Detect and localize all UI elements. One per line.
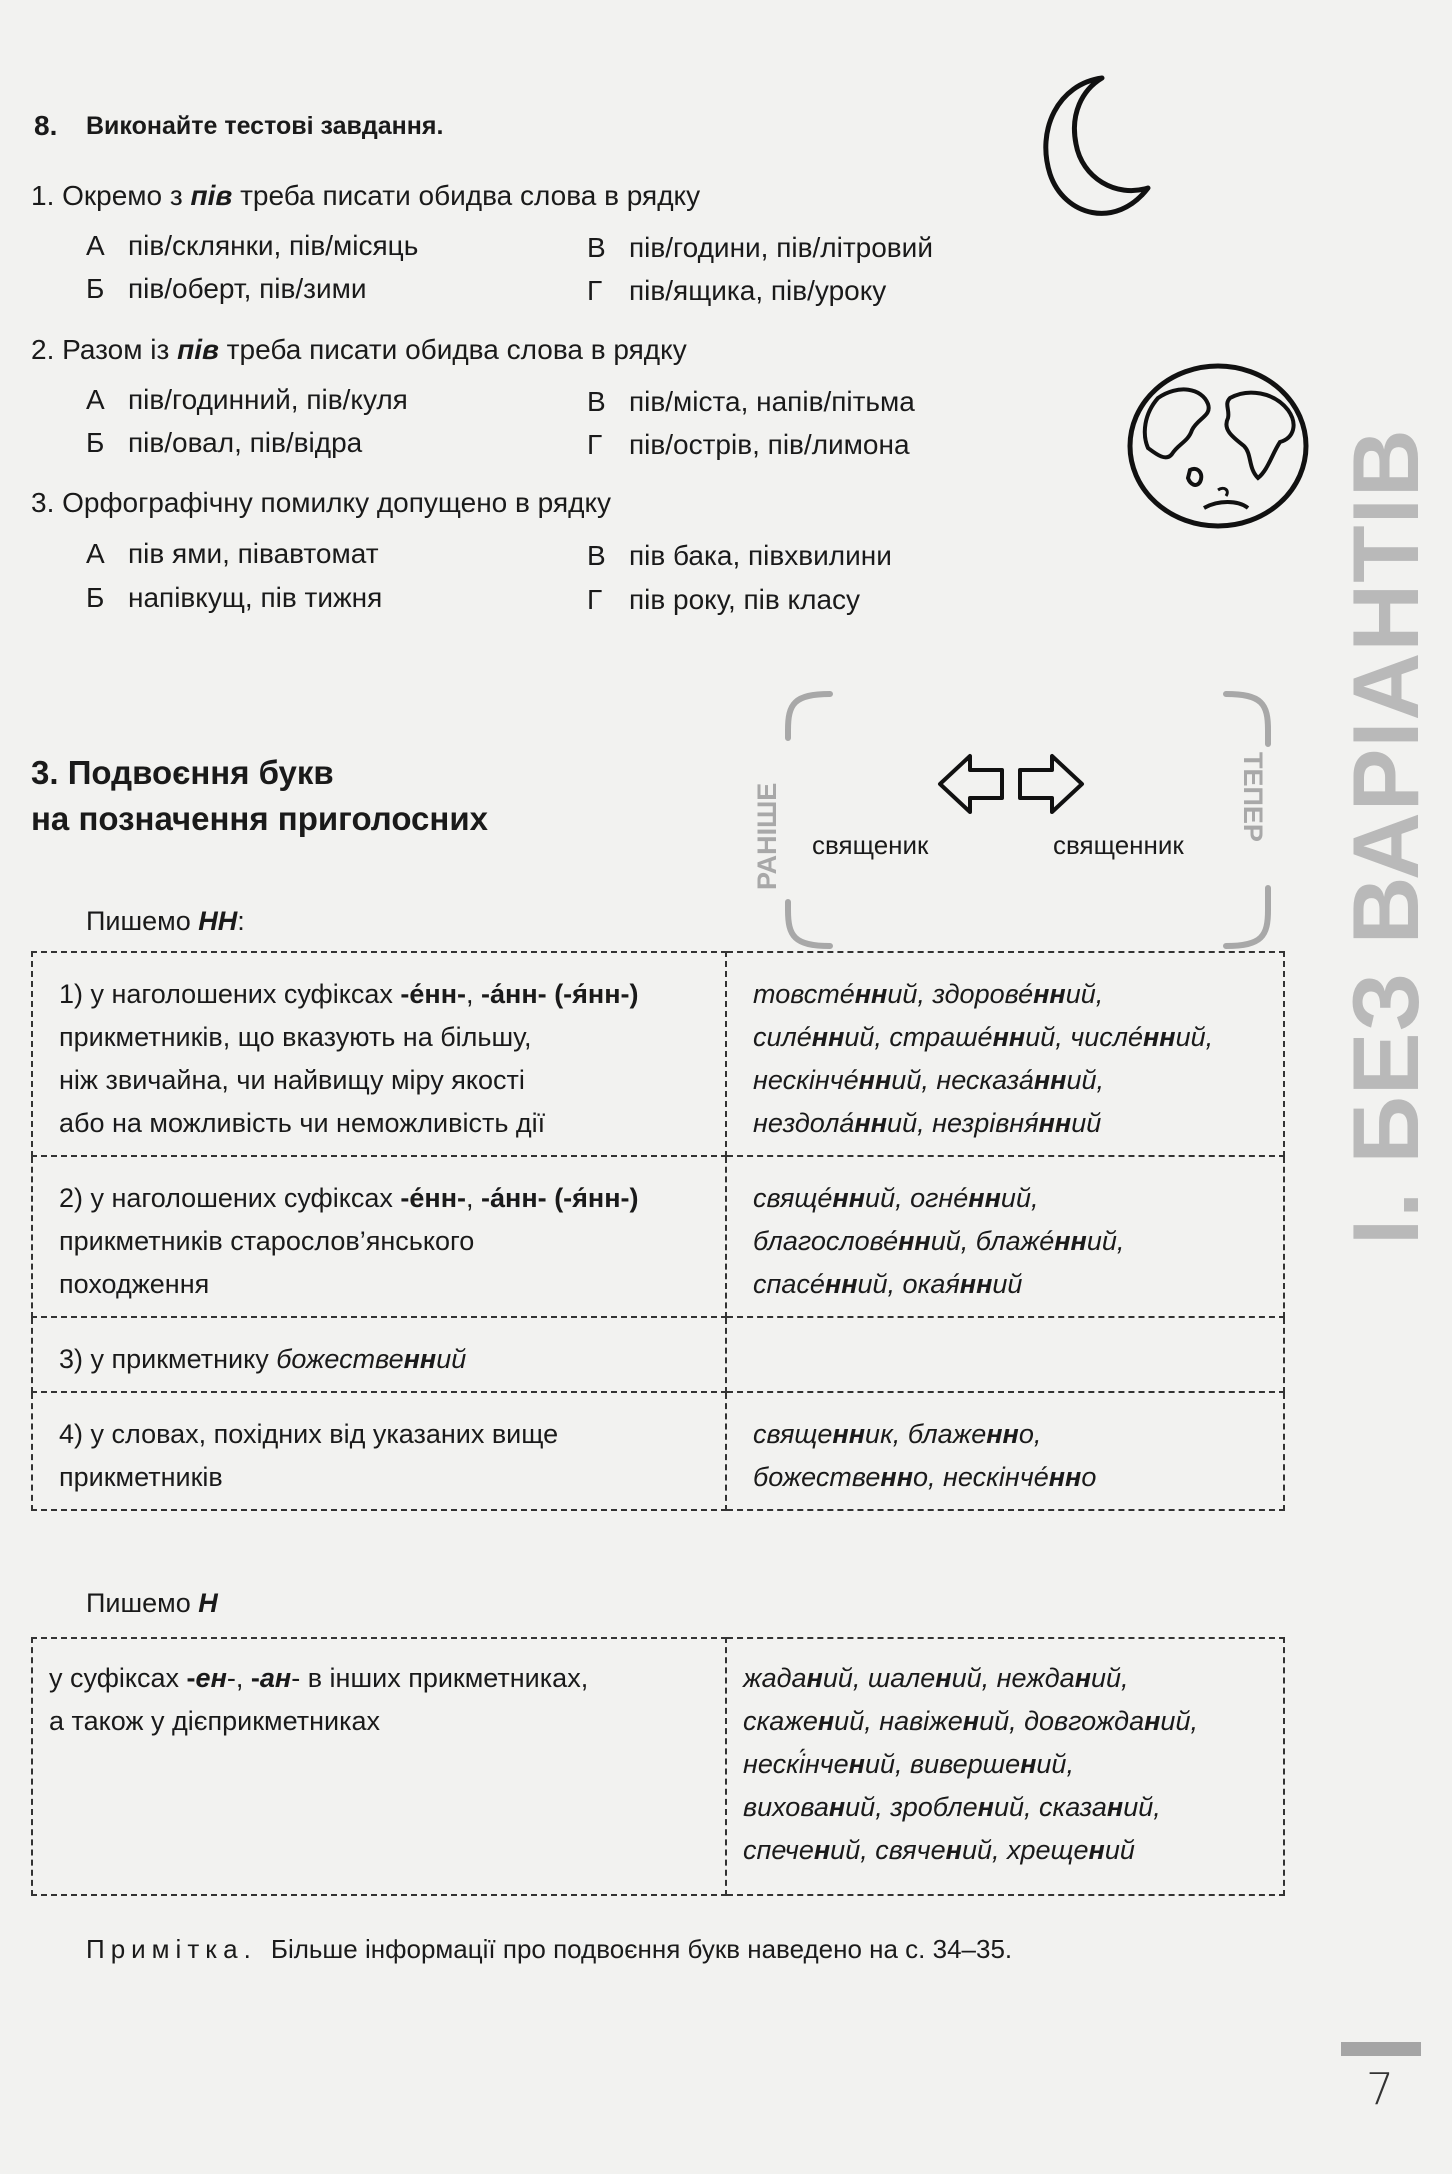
examples-cell [726,1317,1284,1392]
q2-option-a[interactable]: А пів/годинний, пів/куля [86,384,408,415]
word-after: священник [1053,830,1184,860]
page-marker-bar [1341,2042,1421,2056]
rule-cell: 1) у наголошених суфіксах -е́нн-, -а́нн- (-я́нн-) прикметників, що вказують на більшу, ніж звичайна, чи найвищу міру якості або на можливість чи неможливість дії [32,952,726,1156]
q1-option-v[interactable]: В пів/години, пів/літровий [587,232,933,263]
rule-cell: 4) у словах, похідних від указаних вище прикметників [32,1392,726,1510]
exercise-title: Виконайте тестові завдання. [86,112,444,140]
examples-cell: священник, блаженно, божественно, нескінче́нно [726,1392,1284,1510]
examples-cell: свяще́нний, огне́нний, благослове́нний, блаже́нний, спасе́нний, окая́нний [726,1156,1284,1317]
q3-option-g[interactable]: Г пів року, пів класу [587,584,861,615]
q3-option-v[interactable]: В пів бака, півхвилини [587,540,892,571]
examples-cell: товсте́нний, здорове́нний, силе́нний, страше́нний, числе́нний, нескінче́нний, несказа́нний, нездола́нний, незрівня́нний [726,952,1284,1156]
nn-rules-table [31,951,1285,1511]
exercise-number: 8. [34,110,58,141]
q2-option-b[interactable]: Б пів/овал, пів/відра [86,427,363,458]
question-3: 3. Орфографічну помилку допущено в рядку [31,487,612,518]
globe-icon [1118,358,1318,538]
page-number: 7 [1366,2064,1394,2115]
n-label: Пишемо Н [86,1588,218,1618]
nn-label: Пишемо НН: [86,906,245,936]
q1-option-b[interactable]: Б пів/оберт, пів/зими [86,273,367,304]
question-1: 1. Окремо з пів треба писати обидва слова в рядку [31,180,701,211]
before-label: РАНІШЕ [752,782,782,890]
rule-cell: у суфіксах -ен-, -ан- в інших прикметниках, а також у дієприкметниках [32,1638,726,1895]
table-row [32,1638,1284,1895]
after-label: ТЕПЕР [1238,752,1268,842]
q3-option-b[interactable]: Б напівкущ, пів тижня [86,582,383,613]
word-before: священик [812,830,929,860]
q2-option-v[interactable]: В пів/міста, напів/пітьма [587,386,915,417]
q1-option-g[interactable]: Г пів/ящика, пів/уроку [587,275,887,306]
q3-option-a[interactable]: А пів ями, півавтомат [86,538,379,569]
question-2: 2. Разом із пів треба писати обидва слова в рядку [31,334,687,365]
note: Примітка. Більше інформації про подвоєння букв наведено на с. 34–35. [86,1934,1013,1964]
table-row [32,1156,1284,1317]
rule-cell: 3) у прикметнику божественний [32,1317,726,1392]
section-title: 3. Подвоєння букв на позначення приголосних [31,754,488,837]
exchange-arrows-icon [936,748,1086,818]
table-row [32,1392,1284,1510]
moon-icon [1030,70,1170,230]
q1-option-a[interactable]: А пів/склянки, пів/місяць [86,230,419,261]
n-rules-table [31,1637,1285,1896]
rule-cell: 2) у наголошених суфіксах -е́нн-, -а́нн- (-я́нн-) прикметників старослов’янського походження [32,1156,726,1317]
examples-cell: жаданий, шалений, нежданий, скажений, навіжений, довгожданий, нескі́нчений, вивершений, вихований, зроблений, сказаний, спечений, свячений, хрещений [726,1638,1284,1895]
table-row [32,952,1284,1156]
table-row [32,1317,1284,1392]
q2-option-g[interactable]: Г пів/острів, пів/лимона [587,429,910,460]
